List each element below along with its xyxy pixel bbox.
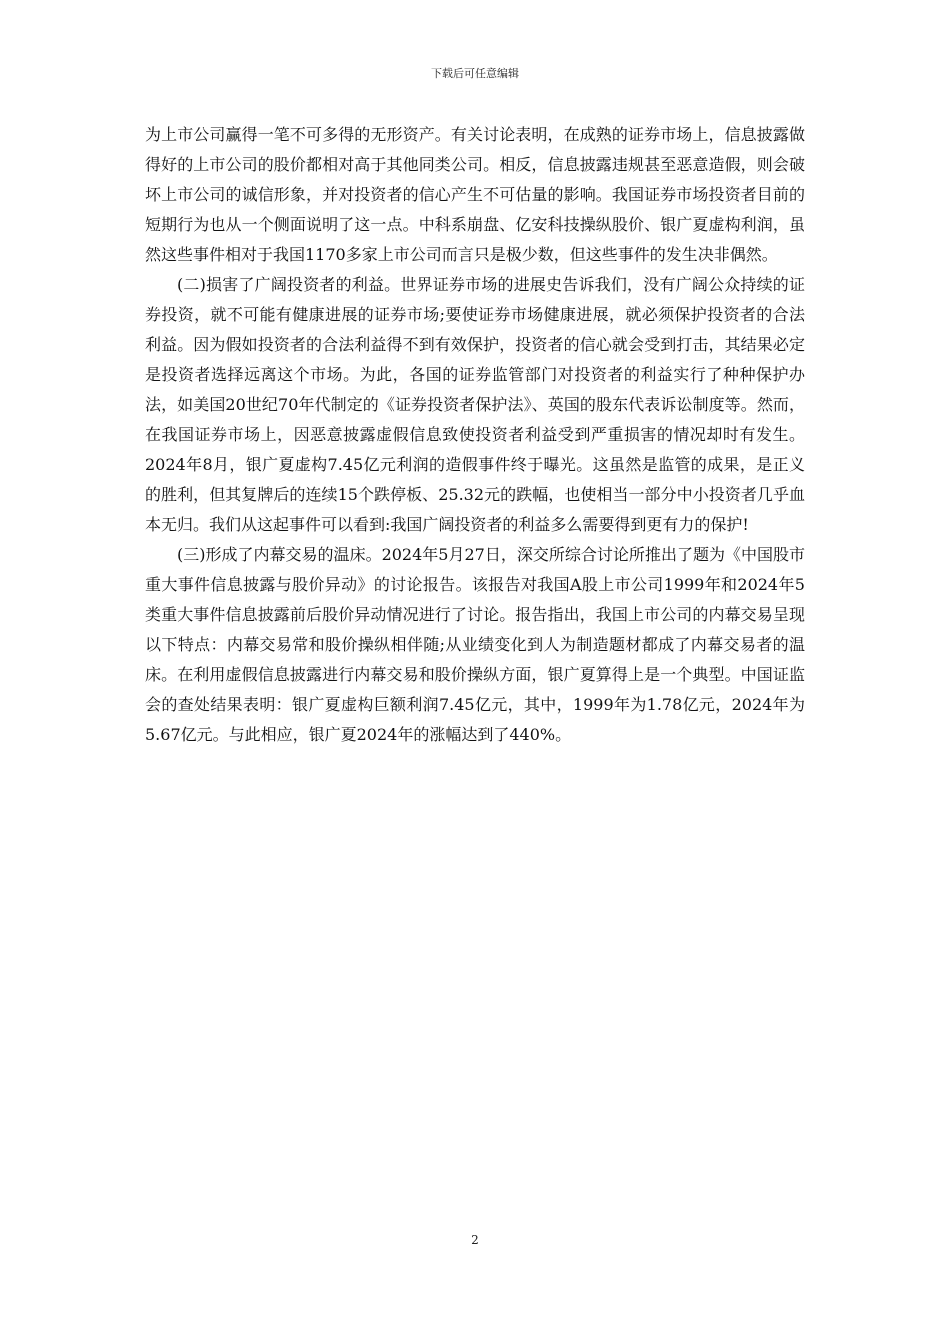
page-number: 2	[471, 1233, 479, 1247]
document-body	[145, 120, 805, 750]
paragraph-investor-interests: (二)损害了广阔投资者的利益。世界证券市场的进展史告诉我们，没有广阔公众持续的证券投资，就不可能有健康进展的证券市场;要使证券市场健康进展，就必须保护投资者的合法利益。因为假如投资者的合法利益得不到有效保护，投资者的信心就会受到打击，其结果必定是投资者选择远离这个市场。为此，各国的证券监管部门对投资者的利益实行了种种保护办法，如美国20世纪70年代制定的《证券投资者保护法》、英国的股东代表诉讼制度等。然而，在我国证券市场上，因恶意披露虚假信息致使投资者利益受到严重损害的情况却时有发生。2024年8月，银广夏虚构7.45亿元利润的造假事件终于曝光。这虽然是监管的成果，是正义的胜利，但其复牌后的连续15个跌停板、25.32元的跌幅，也使相当一部分中小投资者几乎血本无归。我们从这起事件可以看到:我国广阔投资者的利益多么需要得到更有力的保护!	[145, 275, 805, 534]
paragraph-continuation: 为上市公司赢得一笔不可多得的无形资产。有关讨论表明，在成熟的证券市场上，信息披露做得好的上市公司的股价都相对高于其他同类公司。相反，信息披露违规甚至恶意造假，则会破坏上市公司的诚信形象，并对投资者的信心产生不可估量的影响。我国证券市场投资者目前的短期行为也从一个侧面说明了这一点。中科系崩盘、亿安科技操纵股价、银广夏虚构利润，虽然这些事件相对于我国1170多家上市公司而言只是极少数，但这些事件的发生决非偶然。	[145, 125, 805, 264]
paragraph-insider-trading: (三)形成了内幕交易的温床。2024年5月27日，深交所综合讨论所推出了题为《中国股市重大事件信息披露与股价异动》的讨论报告。该报告对我国A股上市公司1999年和2024年5类重大事件信息披露前后股价异动情况进行了讨论。报告指出，我国上市公司的内幕交易呈现以下特点：内幕交易常和股价操纵相伴随;从业绩变化到人为制造题材都成了内幕交易者的温床。在利用虚假信息披露进行内幕交易和股价操纵方面，银广夏算得上是一个典型。中国证监会的查处结果表明：银广夏虚构巨额利润7.45亿元，其中，1999年为1.78亿元，2024年为5.67亿元。与此相应，银广夏2024年的涨幅达到了440%。	[145, 545, 805, 744]
page-header: 下载后可任意编辑	[431, 67, 519, 80]
